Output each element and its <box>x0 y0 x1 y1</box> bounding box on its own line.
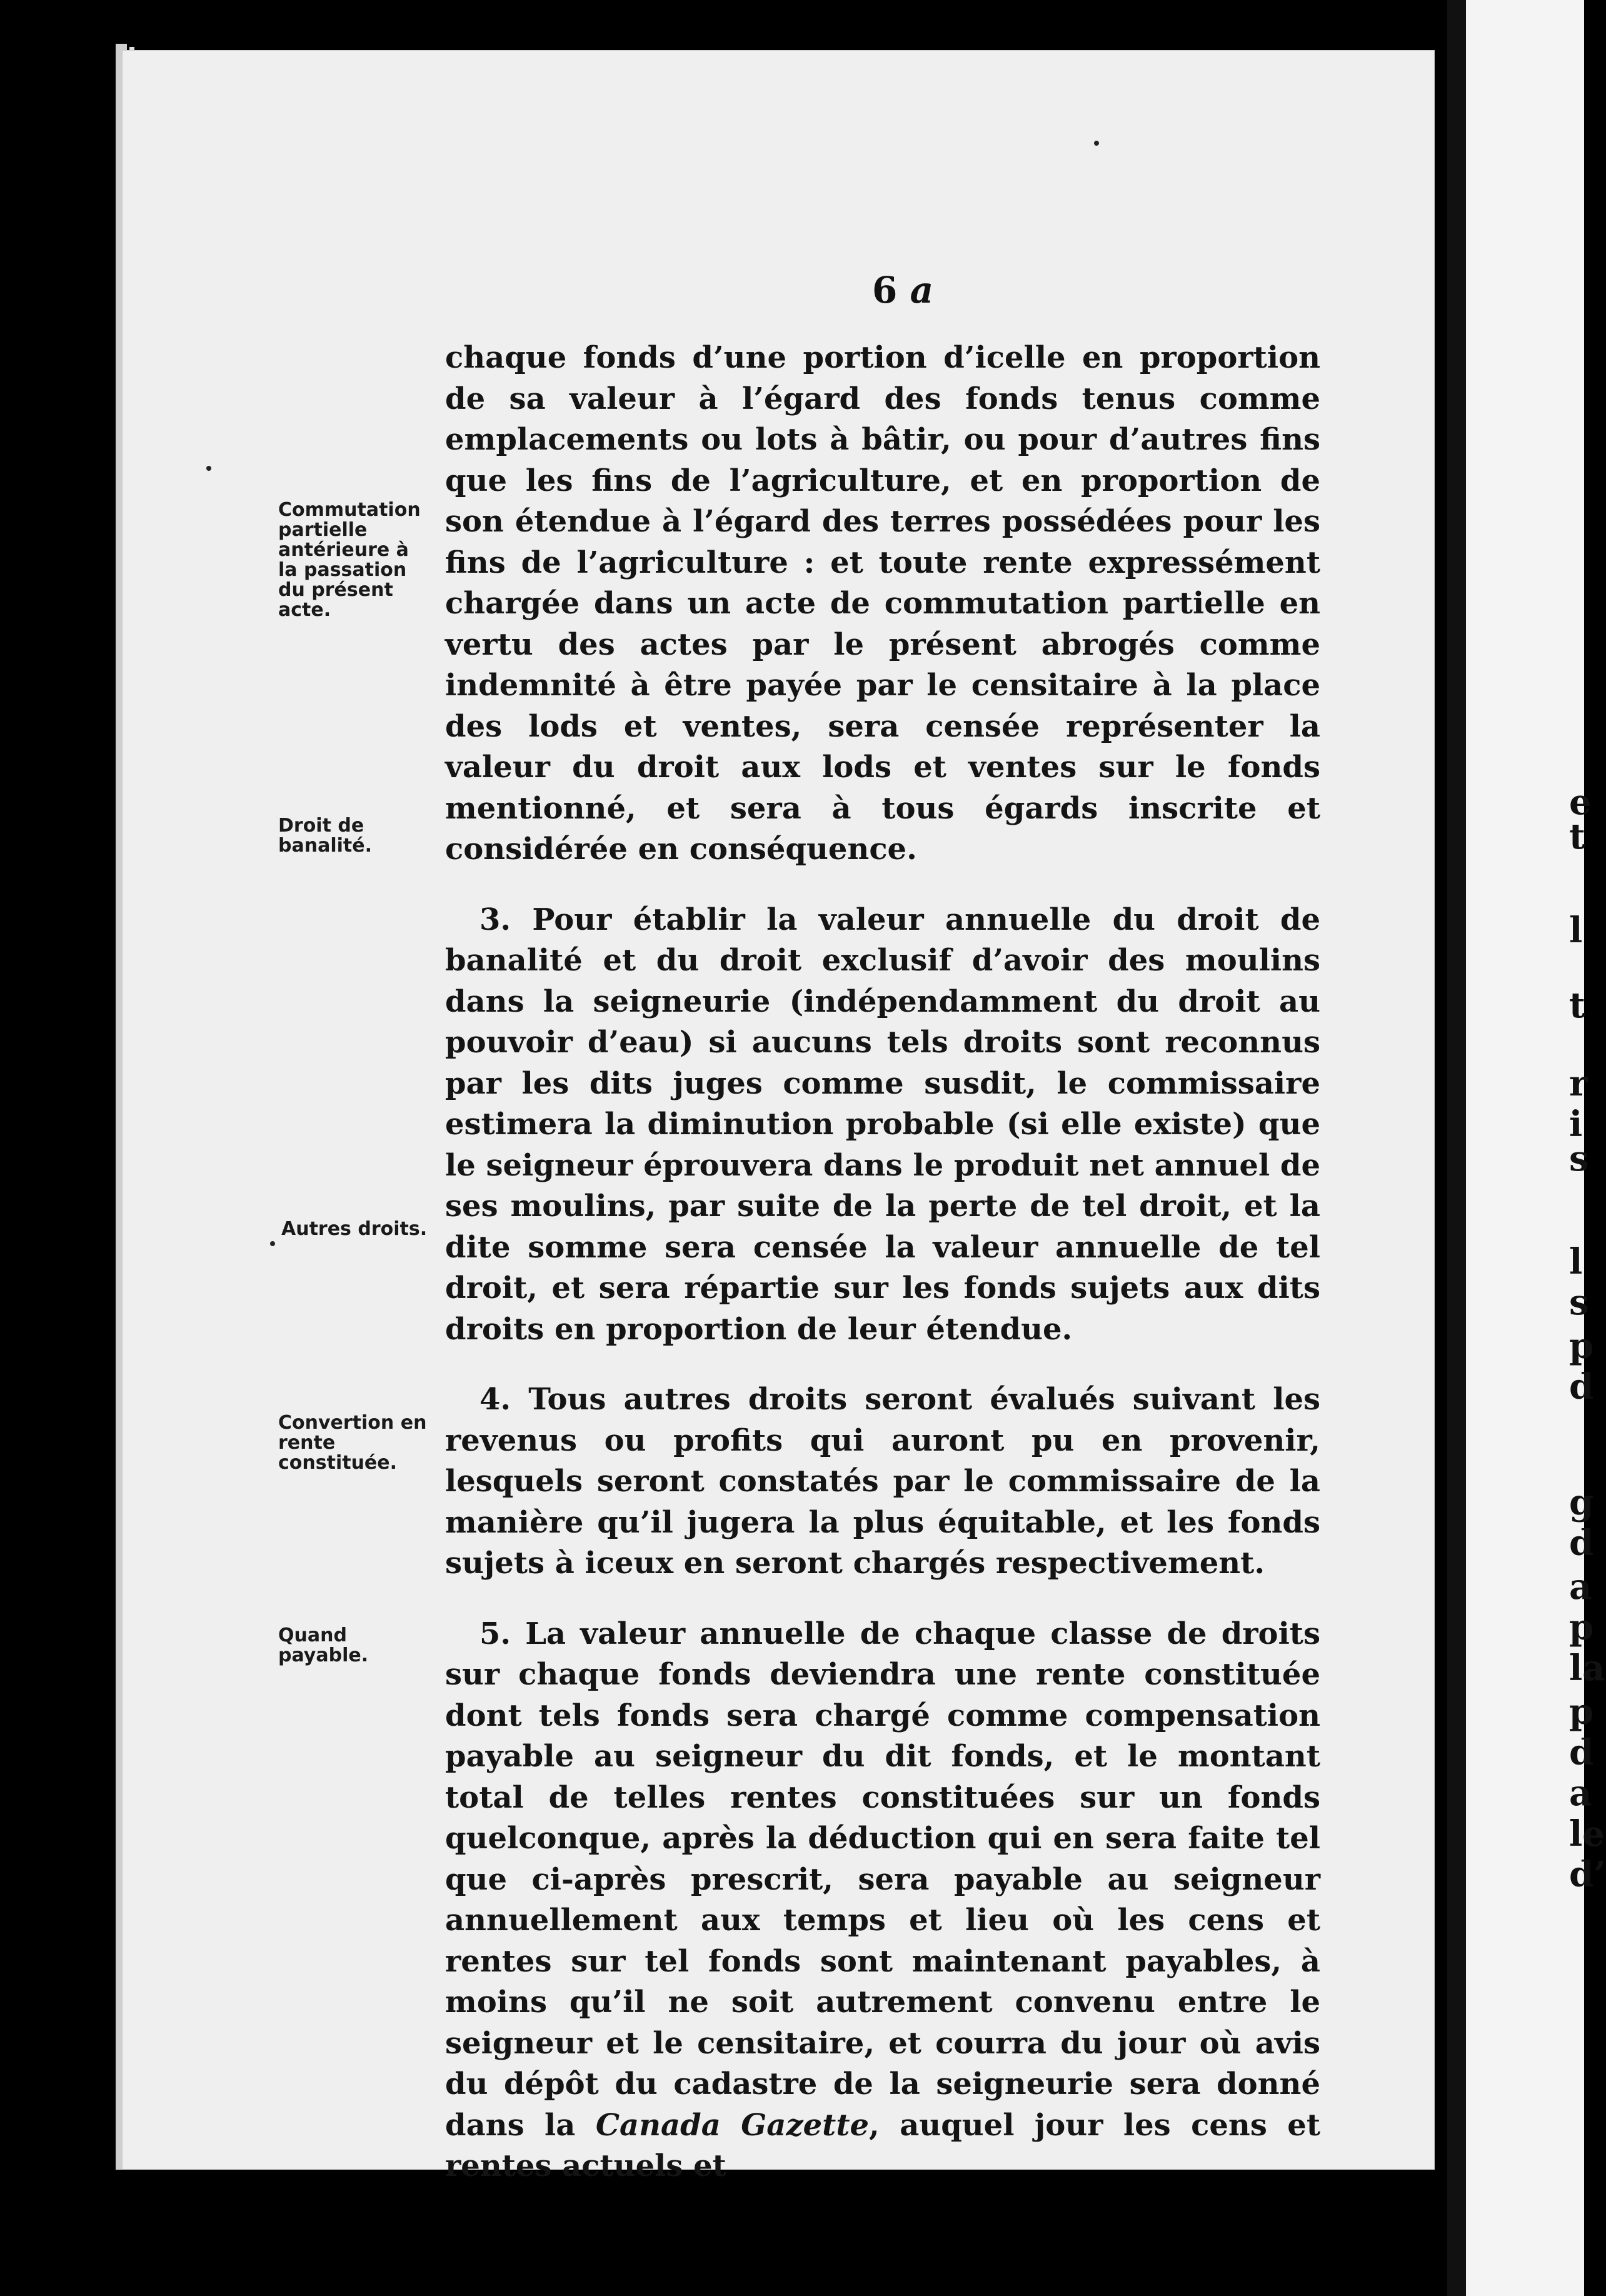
facing-page-fragment: t <box>1569 985 1585 1026</box>
facing-page-fragment: g <box>1569 1482 1594 1523</box>
body-text <box>445 338 1320 2187</box>
facing-page-fragment: la <box>1569 1648 1605 1689</box>
speck-mark <box>206 466 211 471</box>
facing-page-fragment: le <box>1569 1813 1605 1855</box>
facing-page-fragment: l <box>1569 910 1583 951</box>
facing-page-fragment: d’ <box>1569 1854 1606 1895</box>
page-number <box>872 269 933 311</box>
facing-page-fragment: s <box>1569 1138 1589 1179</box>
facing-page-fragment: r <box>1569 1063 1588 1104</box>
facing-page <box>1447 0 1606 2296</box>
page-number-digit: 6 <box>872 269 898 311</box>
paragraph-section-3: 3. Pour établir la valeur annuelle du droit de banalité et du droit exclusif d’avoir des moulins dans la seigneurie (indépendamment du droit au pouvoir d’eau) si aucuns tels droits sont reconnus par les dits juges comme susdit, le commissaire estimera la diminution probable (si elle existe) que le seigneur éprouvera dans le produit net annuel de ses moulins, par suite de la perte de tel droit, et la dite somme sera censée la valeur annuelle de tel droit, et sera répartie sur les fonds sujets aux dits droits en proportion de leur étendue. <box>445 902 1320 1347</box>
book-gutter <box>1447 0 1466 2296</box>
margin-note-autres-droits: Autres droits. <box>281 1218 428 1240</box>
paragraph-text: , auquel jour les cens et rentes actuels et <box>445 2107 1321 2183</box>
canada-gazette-title: Canada Gazette <box>595 2107 870 2143</box>
margin-note-convertion: Convertion en rente constituée. <box>278 1412 427 1474</box>
margin-note-quand-payable: Quand payable. <box>278 1624 369 1666</box>
facing-page-fragment: l <box>1569 1241 1583 1282</box>
facing-page-fragment: s <box>1569 1282 1589 1323</box>
facing-page-fragment: a <box>1569 1773 1592 1814</box>
facing-page-fragment: a <box>1569 1566 1592 1608</box>
paragraph-text: 5. La valeur annuelle de chaque classe de droits sur chaque fonds deviendra une rente constituée dont tels fonds sera chargé comme compensation payable au seigneur du dit fonds, et le montant total de telles rentes constituées sur un fonds quelconque, après la déduction qui en sera faite tel que ci-après prescrit, sera payable au seigneur annuellement aux temps et lieu où les cens et rentes sur tel fonds sont maintenant payables, à moins qu’il ne soit autrement convenu entre le seigneur et le censitaire, et courra du jour où avis du dépôt du cadastre de la seigneurie sera donné dans la <box>445 1616 1320 2143</box>
facing-page-fragment: d <box>1569 1523 1594 1564</box>
margin-note-banalite: Droit de banalité. <box>278 815 372 857</box>
page-number-suffix: a <box>910 269 934 311</box>
margin-note-commutation: Commutation partielle antérieure à la passation du présent acte. <box>278 499 421 621</box>
facing-page-fragment: d <box>1569 1366 1594 1407</box>
facing-page-fragment: i <box>1569 1104 1583 1145</box>
speck-mark <box>270 1241 275 1246</box>
facing-page-fragment: p <box>1569 1607 1594 1648</box>
facing-page-fragment: e <box>1569 782 1592 823</box>
paragraph-continued: chaque fonds d’une portion d’icelle en proportion de sa valeur à l’égard des fonds tenus comme emplacements ou lots à bâtir, ou pour d’autres fins que les fins de l’agriculture, et en proportion de son étendue à l’égard des terres possédées pour les fins de l’agriculture : et toute rente expressément chargée dans un acte de commutation partielle en vertu des actes par le présent abrogés comme indemnité à être payée par le censitaire à la place des lods et ventes, sera censée représenter la valeur du droit aux lods et ventes sur le fonds mentionné, et sera à tous égards inscrite et considérée en conséquence. <box>445 340 1320 867</box>
paragraph-section-5 <box>445 1614 1320 2187</box>
speck-mark <box>1094 141 1099 146</box>
facing-page-fragment: t <box>1569 816 1585 857</box>
facing-page-fragment: p <box>1569 1326 1594 1367</box>
paragraph-section-4: 4. Tous autres droits seront évalués suivant les revenus ou profits qui auront pu en provenir, lesquels seront constatés par le commissaire de la manière qu’il jugera la plus équitable, et les fonds sujets à iceux en seront chargés respectivement. <box>445 1382 1320 1581</box>
facing-page-fragment: d <box>1569 1732 1594 1773</box>
facing-page-fragment: p <box>1569 1691 1594 1733</box>
